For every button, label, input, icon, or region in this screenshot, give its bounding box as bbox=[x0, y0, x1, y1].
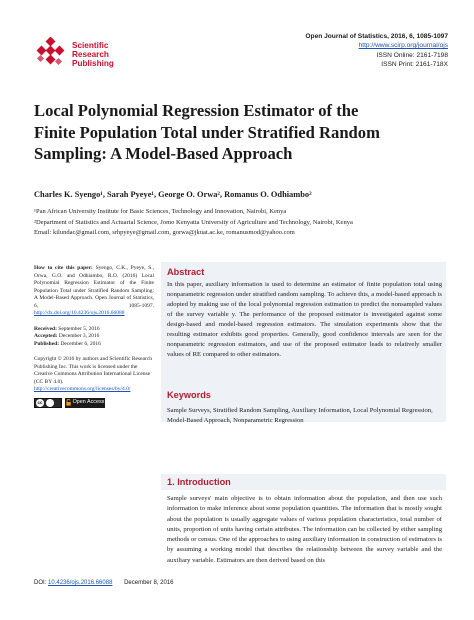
keywords-heading: Keywords bbox=[167, 390, 211, 400]
received-date: September 5, 2016 bbox=[58, 325, 100, 332]
introduction-text: Sample surveys' main objective is to obtain information about the population, and then use such information to make inference about some population quantities. The information that is mostly sought about the population is usually aggregate values of various population characteristics, total number of units, proportion of units having certain attributes. The information can be collected by either sampling methods or census. One of the approaches to using auxiliary information in construction of estimators is by assuming a working model that describes the relationship between the survey variable and the auxiliary variable. Estimators are then derived based on this bbox=[167, 495, 442, 564]
affiliations bbox=[34, 207, 353, 239]
publisher-name bbox=[72, 41, 114, 69]
publisher-name-line: Publishing bbox=[72, 59, 114, 69]
footer-date: December 8, 2016 bbox=[124, 580, 174, 586]
abstract-heading: Abstract bbox=[167, 267, 205, 277]
unlock-icon bbox=[66, 399, 71, 406]
article-sidebar bbox=[34, 265, 154, 408]
accepted-label: Accepted: bbox=[34, 333, 58, 339]
attribution-icon bbox=[46, 399, 54, 407]
paper-title bbox=[34, 100, 454, 165]
publication-dates bbox=[34, 326, 154, 349]
keywords-text: Sample Surveys, Stratified Random Sampling, Auxiliary Information, Local Polynomial Regression, Model-Based Approach, Nonparametric Regression bbox=[167, 407, 433, 424]
accepted-date: December 3, 2016 bbox=[58, 333, 100, 339]
copyright-text: Copyright © 2016 by authors and Scientific Research Publishing Inc. This work is licensed under the Creative Commons Attribution International License (CC BY 4.0). bbox=[34, 356, 152, 385]
cite-label: How to cite this paper: bbox=[34, 265, 93, 271]
copyright-notice bbox=[34, 356, 154, 394]
issn-print: ISSN Print: 2161-718X bbox=[381, 61, 448, 69]
cc-by-badge[interactable] bbox=[34, 398, 62, 408]
citation-block bbox=[34, 265, 154, 318]
affiliation-1: ¹Pan African University Institute for Basic Sciences, Technology and Innovation, Nairobi, Kenya bbox=[34, 208, 287, 215]
open-access-label: Open Access bbox=[72, 398, 105, 405]
cite-doi-link[interactable]: http://dx.doi.org/10.4236/ojs.2016.66088 bbox=[34, 310, 125, 316]
open-access-badge bbox=[65, 398, 105, 408]
creative-commons-icon: cc bbox=[37, 399, 43, 405]
journal-info bbox=[305, 32, 448, 70]
cite-text: Syengo, C.K., Pyeye, S., Orwa, G.O. and Odhiambo, R.O. (2016) Local Polynomial Regression Estimator of the Finite Population Total under Stratified Random Sampling: A Model-Based Approach. Open Journal of Statistics, 6, 1085-1097. bbox=[34, 265, 155, 309]
abstract-text: In this paper, auxiliary information is used to determine an estimator of finite population total using nonparametric regression under stratified random sampling. To achieve this, a model-based approach is adopted by making use of the local polynomial regression estimation to predict the nonsampled values of the survey variable y. The performance of the proposed estimator is investigated against some design-based and model-based regression estimators. The simulation experiments show that the resulting estimator exhibits good properties. Generally, good confidence intervals are seen for the nonparametric regression estimators, and use of the proposed estimator leads to relatively smaller values of RE compared to other estimators. bbox=[167, 281, 442, 358]
affiliation-2: ²Department of Statistics and Actuarial Science, Jomo Kenyatta University of Agriculture and Technology, Nairobi, Kenya bbox=[34, 218, 353, 226]
doi-label: DOI: bbox=[34, 580, 47, 586]
journal-url-link[interactable]: http://www.scirp.org/journal/ojs bbox=[358, 42, 448, 50]
license-link[interactable]: http://creativecommons.org/licenses/by/4.0/ bbox=[34, 386, 131, 392]
published-label: Published: bbox=[34, 340, 60, 347]
title-line: Sampling: A Model-Based Approach bbox=[34, 144, 293, 164]
issn-online: ISSN Online: 2161-7198 bbox=[376, 51, 448, 59]
published-date: December 6, 2016 bbox=[60, 340, 101, 347]
publisher-logo bbox=[34, 37, 154, 71]
journal-name: Open Journal of Statistics, 2016, 6, 1085-1097 bbox=[305, 33, 448, 40]
author-list: Charles K. Syengo¹, Sarah Pyeye¹, George O. Orwa², Romanus O. Odhiambo² bbox=[34, 190, 312, 199]
page-footer bbox=[34, 580, 173, 586]
author-emails: Email: kilundac@gmail.com, srhpyeye@gmail.com, gorwa@jkuat.ac.ke, romanusmod@yahoo.com bbox=[34, 229, 295, 237]
publisher-name-line: Scientific bbox=[72, 41, 109, 50]
introduction-heading: 1. Introduction bbox=[167, 477, 231, 487]
abstract-section bbox=[167, 267, 442, 360]
license-badges bbox=[34, 398, 154, 408]
doi-link[interactable]: 10.4236/ojs.2016.66088 bbox=[48, 580, 113, 586]
received-label: Received: bbox=[34, 325, 57, 332]
scirp-logo-icon bbox=[34, 37, 68, 71]
title-line: Local Polynomial Regression Estimator of the bbox=[34, 101, 359, 120]
publisher-name-line: Research bbox=[72, 50, 109, 60]
title-line: Finite Population Total under Stratified Random bbox=[34, 122, 380, 142]
